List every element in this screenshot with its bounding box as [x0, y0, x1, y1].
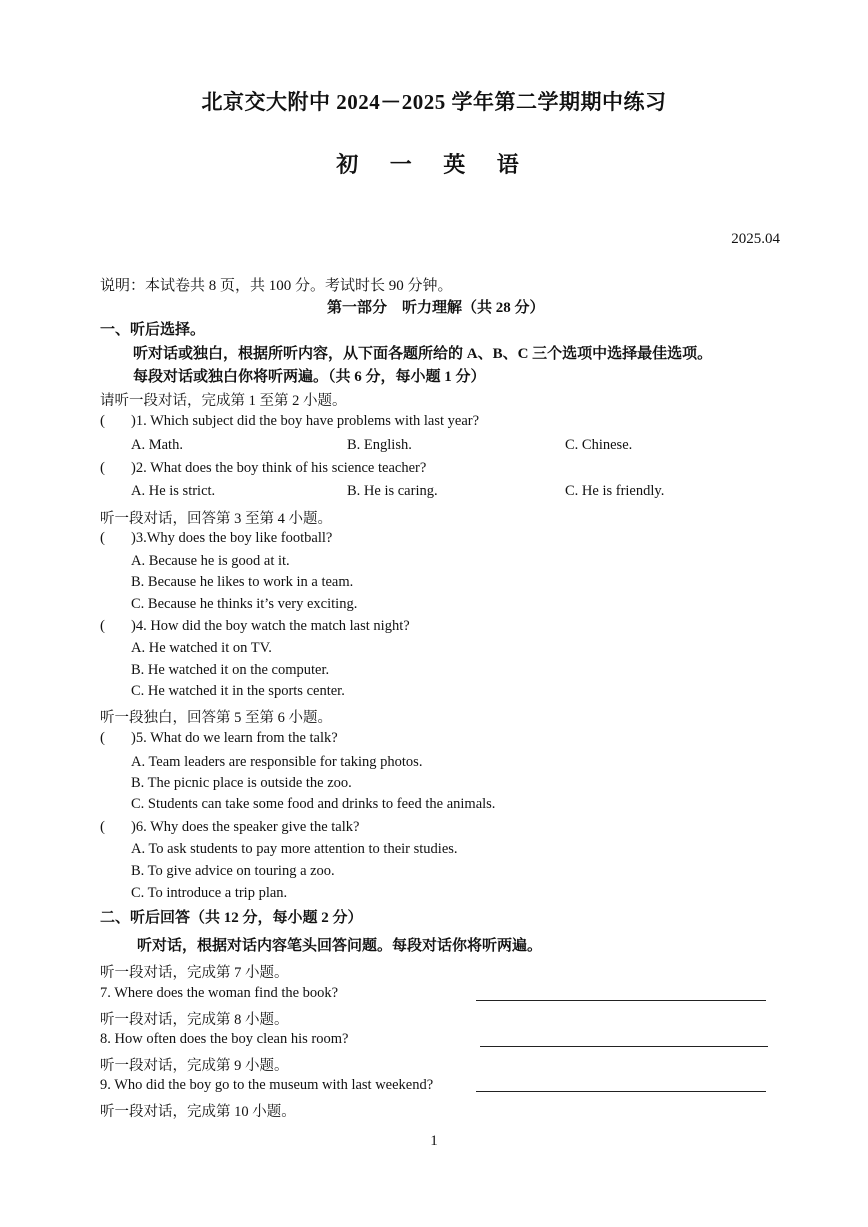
q10-group-instruction: 听一段对话，完成第 10 小题。	[100, 1104, 296, 1120]
q6-option-c: C. To introduce a trip plan.	[131, 885, 288, 901]
q1-stem: )1. Which subject did the boy have problems with last year?	[131, 413, 480, 429]
q1-answer-bracket[interactable]: (	[100, 413, 105, 429]
q5-option-a: A. Team leaders are responsible for taking photos.	[131, 754, 423, 770]
q6-stem: )6. Why does the speaker give the talk?	[131, 819, 360, 835]
q3-option-c: C. Because he thinks it’s very exciting.	[131, 596, 358, 612]
section2-heading: 二、听后回答（共 12 分，每小题 2 分）	[100, 910, 363, 926]
q9-group-instruction: 听一段对话，完成第 9 小题。	[100, 1058, 289, 1074]
q3-option-b: B. Because he likes to work in a team.	[131, 574, 354, 590]
q7-answer-line[interactable]	[476, 1000, 766, 1001]
q3-answer-bracket[interactable]: (	[100, 530, 105, 546]
q2-stem: )2. What does the boy think of his science teacher?	[131, 460, 427, 476]
q2-option-b: B. He is caring.	[347, 483, 438, 499]
section1-instruction-1: 听对话或独白，根据所听内容，从下面各题所给的 A、B、C 三个选项中选择最佳选项。	[133, 346, 713, 362]
part1-heading: 第一部分 听力理解（共 28 分）	[327, 300, 545, 316]
group1-instruction: 请听一段对话，完成第 1 至第 2 小题。	[100, 393, 347, 409]
exam-title: 北京交大附中 2024－2025 学年第二学期期中练习	[201, 90, 667, 114]
q6-option-a: A. To ask students to pay more attention to their studies.	[131, 841, 458, 857]
q5-option-c: C. Students can take some food and drinks to feed the animals.	[131, 796, 496, 812]
q3-stem: )3.Why does the boy like football?	[131, 530, 333, 546]
q5-answer-bracket[interactable]: (	[100, 730, 105, 746]
q6-answer-bracket[interactable]: (	[100, 819, 105, 835]
subject-title: 初 一 英 语	[336, 152, 532, 177]
q1-option-a: A. Math.	[131, 437, 183, 453]
q2-answer-bracket[interactable]: (	[100, 460, 105, 476]
q2-option-c: C. He is friendly.	[565, 483, 665, 499]
group2-instruction: 听一段对话，回答第 3 至第 4 小题。	[100, 511, 332, 527]
q7-group-instruction: 听一段对话，完成第 7 小题。	[100, 965, 289, 981]
section1-heading: 一、听后选择。	[100, 322, 206, 338]
q4-option-c: C. He watched it in the sports center.	[131, 683, 345, 699]
q4-answer-bracket[interactable]: (	[100, 618, 105, 634]
q7-question: 7. Where does the woman find the book?	[100, 985, 339, 1001]
q8-group-instruction: 听一段对话，完成第 8 小题。	[100, 1012, 289, 1028]
q8-question: 8. How often does the boy clean his room?	[100, 1031, 349, 1047]
q3-option-a: A. Because he is good at it.	[131, 553, 290, 569]
section2-instruction: 听对话，根据对话内容笔头回答问题。每段对话你将听两遍。	[137, 938, 543, 954]
q8-answer-line[interactable]	[480, 1046, 768, 1047]
q6-option-b: B. To give advice on touring a zoo.	[131, 863, 335, 879]
q9-answer-line[interactable]	[476, 1091, 766, 1092]
exam-note: 说明：本试卷共 8 页，共 100 分。考试时长 90 分钟。	[100, 278, 453, 294]
group3-instruction: 听一段独白，回答第 5 至第 6 小题。	[100, 710, 332, 726]
q1-option-b: B. English.	[347, 437, 412, 453]
q5-option-b: B. The picnic place is outside the zoo.	[131, 775, 352, 791]
q1-option-c: C. Chinese.	[565, 437, 633, 453]
q4-option-a: A. He watched it on TV.	[131, 640, 272, 656]
q2-option-a: A. He is strict.	[131, 483, 216, 499]
page-number: 1	[430, 1133, 438, 1149]
q9-question: 9. Who did the boy go to the museum with last weekend?	[100, 1077, 434, 1093]
q4-option-b: B. He watched it on the computer.	[131, 662, 330, 678]
q5-stem: )5. What do we learn from the talk?	[131, 730, 338, 746]
q4-stem: )4. How did the boy watch the match last night?	[131, 618, 410, 634]
section1-instruction-2: 每段对话或独白你将听两遍。（共 6 分，每小题 1 分）	[133, 369, 486, 385]
exam-date: 2025.04	[731, 231, 780, 247]
